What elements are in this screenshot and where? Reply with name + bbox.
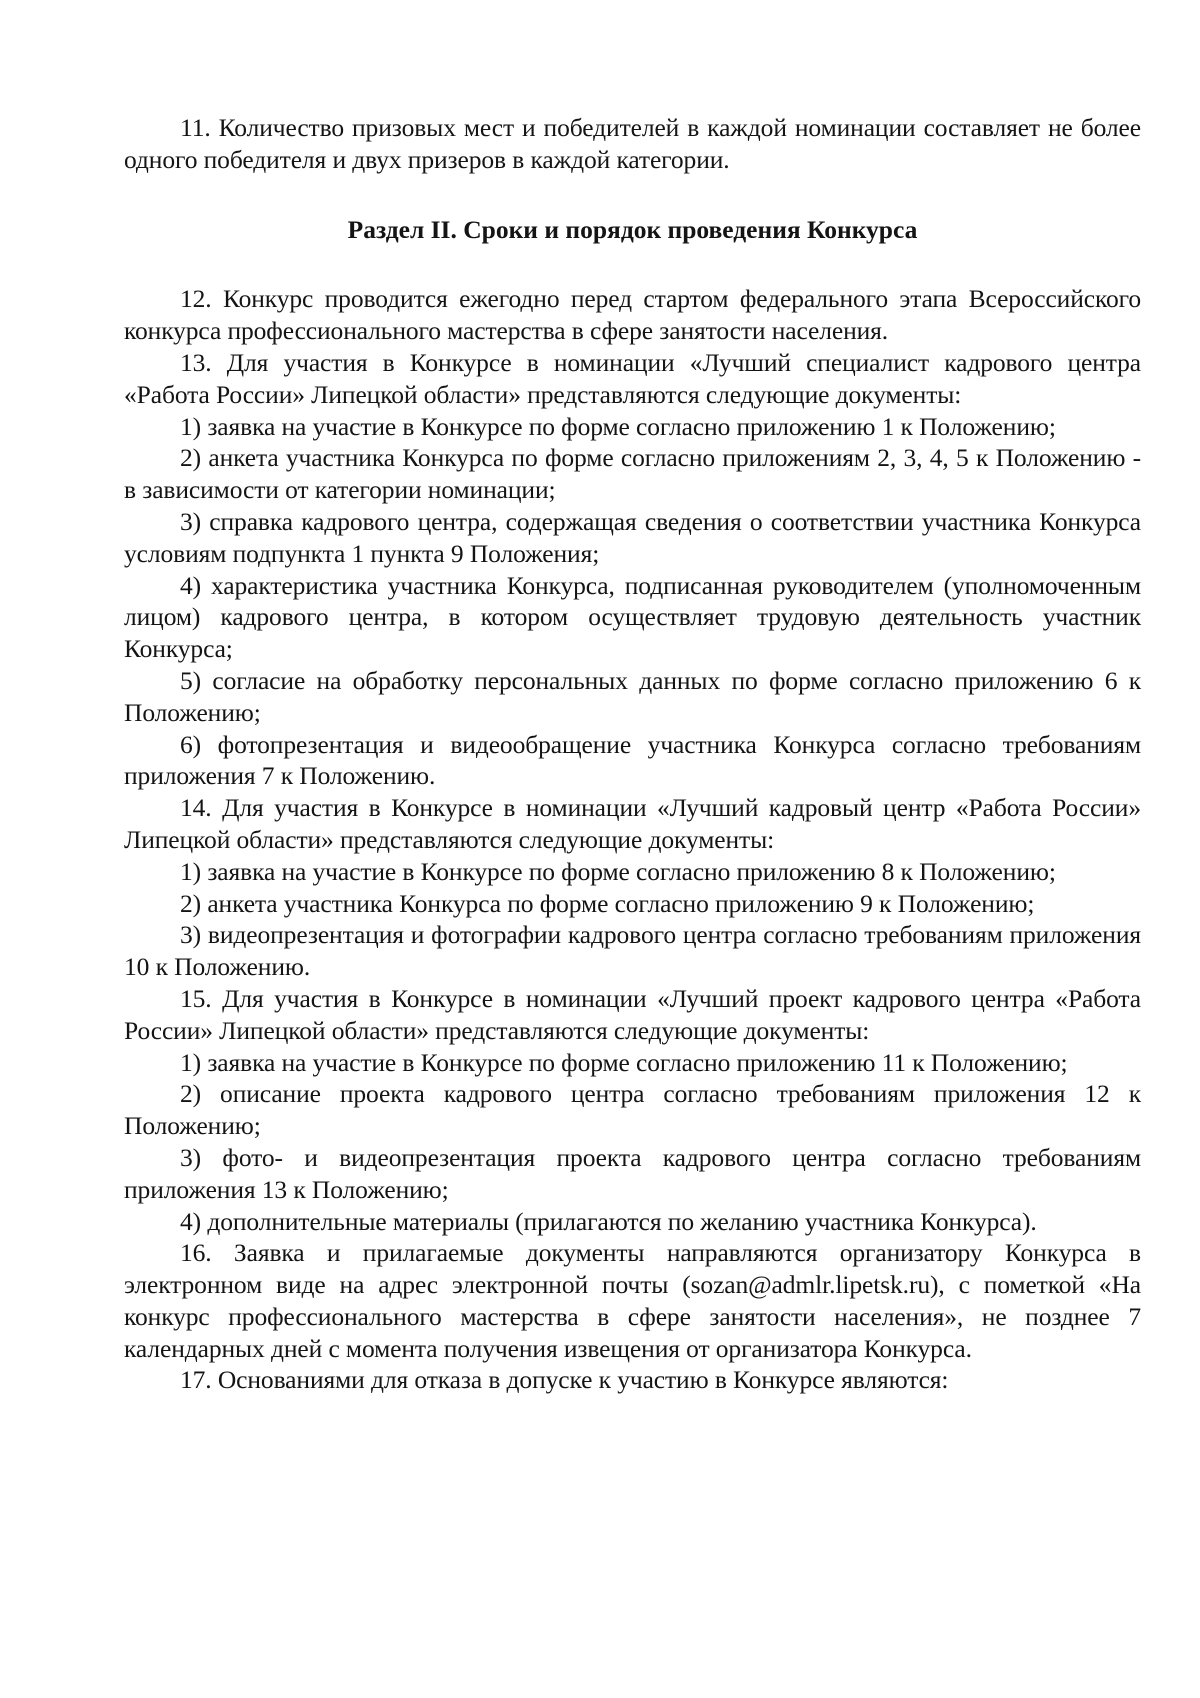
paragraph-14-item-1: 1) заявка на участие в Конкурсе по форме согласно приложению 8 к Положению; — [180, 856, 1056, 886]
paragraph-15-item-4: 4) дополнительные материалы (прилагаются по желанию участника Конкурса). — [180, 1206, 1037, 1236]
paragraph-15-item-2: 2) описание проекта кадрового центра согласно требованиям приложения 12 к Положению; — [124, 1079, 1141, 1141]
paragraph-13-item-4: 4) характеристика участника Конкурса, подписанная руководителем (уполномоченным лицом) кадрового центра, в котором осуществляет трудовую деятельность участник Конкурса; — [124, 570, 1141, 664]
paragraph-14-item-2: 2) анкета участника Конкурса по форме согласно приложению 9 к Положению; — [180, 888, 1035, 918]
paragraph-13-item-1: 1) заявка на участие в Конкурсе по форме согласно приложению 1 к Положению; — [180, 411, 1056, 441]
paragraph-14-item-3: 3) видеопрезентация и фотографии кадрового центра согласно требованиям приложения 10 к Положению. — [124, 920, 1141, 982]
paragraph-17: 17. Основаниями для отказа в допуске к участию в Конкурсе являются: — [180, 1365, 949, 1395]
paragraph-12: 12. Конкурс проводится ежегодно перед стартом федерального этапа Всероссийского конкурса профессионального мастерства в сфере занятости населения. — [124, 284, 1141, 346]
paragraph-13: 13. Для участия в Конкурсе в номинации «Лучший специалист кадрового центра «Работа России» Липецкой области» представляются следующие документы: — [124, 347, 1141, 409]
paragraph-11: 11. Количество призовых мест и победителей в каждой номинации составляет не более одного победителя и двух призеров в каждой категории. — [124, 113, 1141, 174]
paragraph-13-item-2: 2) анкета участника Конкурса по форме согласно приложениям 2, 3, 4, 5 к Положению - в зависимости от категории номинации; — [124, 443, 1141, 505]
paragraph-14: 14. Для участия в Конкурсе в номинации «Лучший кадровый центр «Работа России» Липецкой области» представляются следующие документы: — [124, 793, 1141, 854]
paragraph-13-item-5: 5) согласие на обработку персональных данных по форме согласно приложению 6 к Положению; — [124, 665, 1141, 727]
section-heading: Раздел II. Сроки и порядок проведения Конкурса — [347, 214, 918, 244]
document-page — [124, 112, 1141, 1396]
paragraph-15-item-1: 1) заявка на участие в Конкурсе по форме согласно приложению 11 к Положению; — [180, 1047, 1068, 1077]
paragraph-15: 15. Для участия в Конкурсе в номинации «Лучший проект кадрового центра «Работа России» Липецкой области» представляются следующие документы: — [124, 983, 1141, 1045]
paragraph-13-item-6: 6) фотопрезентация и видеообращение участника Конкурса согласно требованиям приложения 7 к Положению. — [124, 729, 1141, 791]
paragraph-15-item-3: 3) фото- и видеопрезентация проекта кадрового центра согласно требованиям приложения 13 к Положению; — [124, 1142, 1141, 1204]
paragraph-13-item-3: 3) справка кадрового центра, содержащая сведения о соответствии участника Конкурса условиям подпункта 1 пункта 9 Положения; — [124, 506, 1141, 568]
paragraph-16: 16. Заявка и прилагаемые документы направляются организатору Конкурса в электронном виде на адрес электронной почты (sozan@admlr.lipetsk.ru), с пометкой «На конкурс профессионального мастерства в сфере занятости населения», не позднее 7 календарных дней с момента получения извещения от организатора Конкурса. — [124, 1238, 1141, 1363]
